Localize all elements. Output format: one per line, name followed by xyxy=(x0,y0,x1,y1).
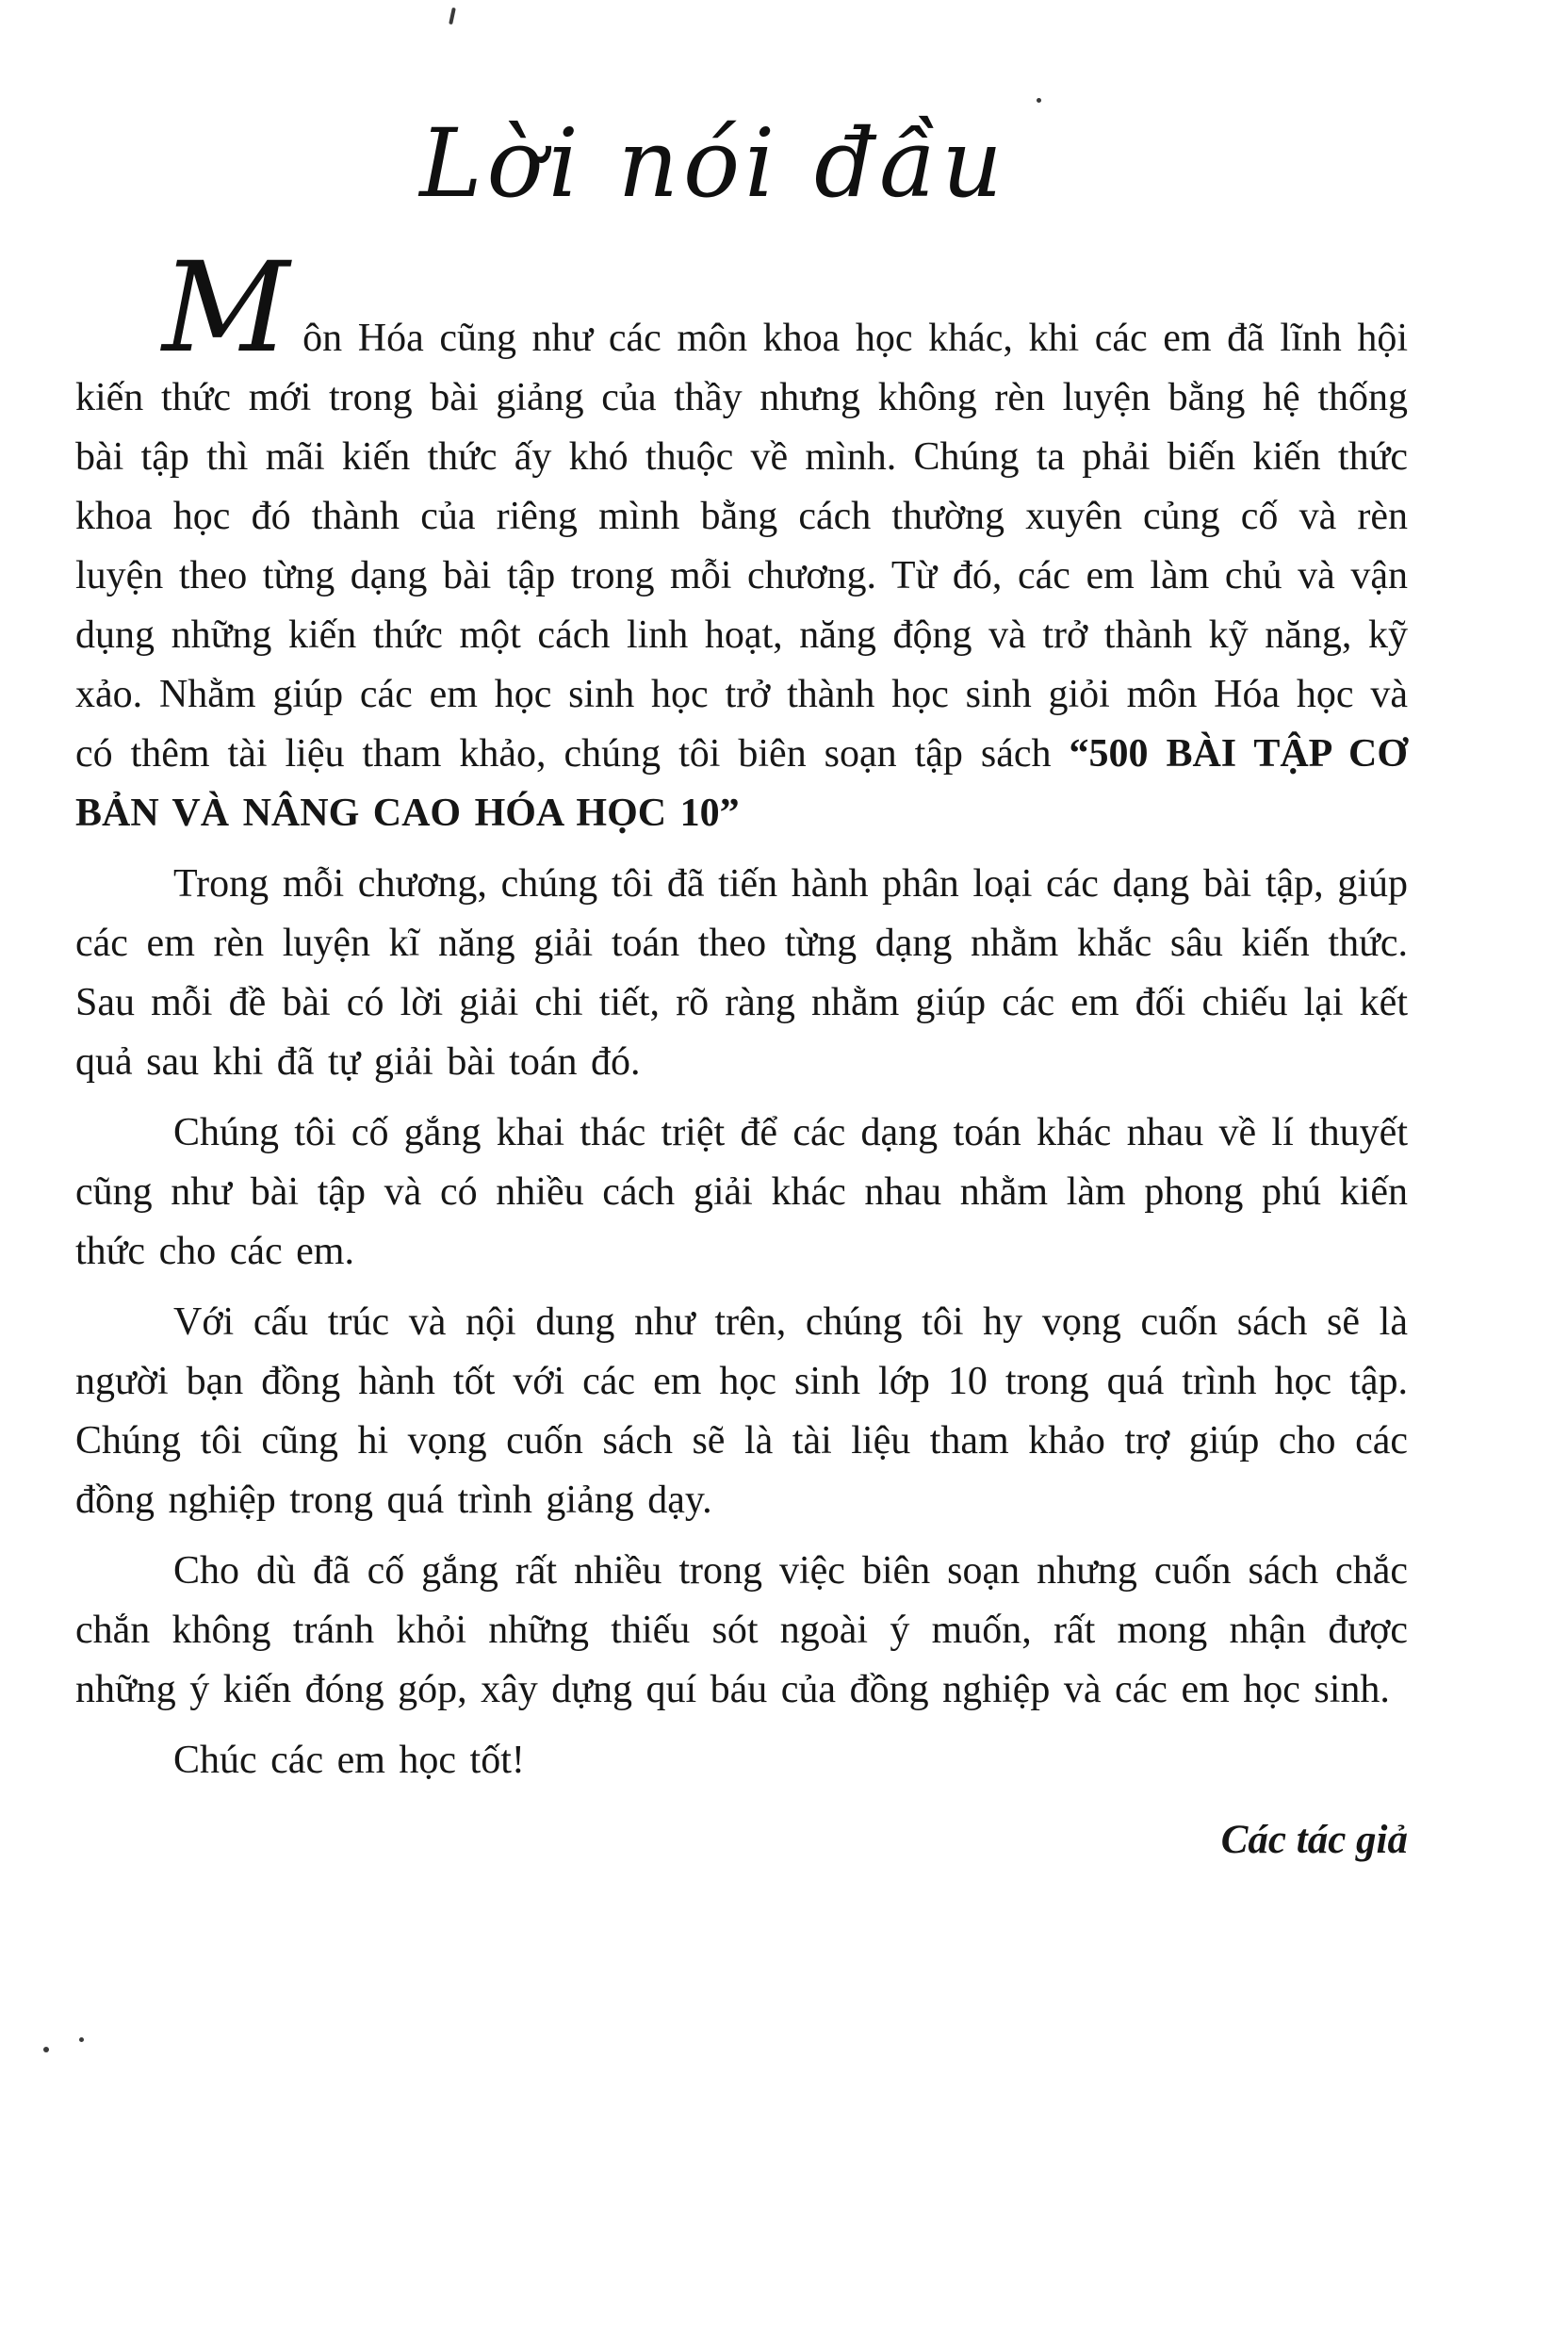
page-title: Lời nói đầu xyxy=(419,108,1007,219)
scan-artifact-dot xyxy=(79,2037,84,2042)
paragraph: Cho dù đã cố gắng rất nhiều trong việc biên soạn nhưng cuốn sách chắc chắn không tránh khỏi những thiếu sót ngoài ý muốn, rất mong nhận được những ý kiến đóng góp, xây dựng quí báu của đồng nghiệp và các em học sinh. xyxy=(75,1549,1408,1711)
intro-paragraph xyxy=(75,236,1408,843)
intro-text: ôn Hóa cũng như các môn khoa học khác, khi các em đã lĩnh hội kiến thức mới trong bài giảng của thầy nhưng không rèn luyện bằng hệ thống bài tập thì mãi kiến thức ấy khó thuộc về mình. Chúng ta phải biến kiến thức khoa học đó thành của riêng mình bằng cách thường xuyên củng cố và rèn luyện theo từng dạng bài tập trong mỗi chương. Từ đó, các em làm chủ và vận dụng những kiến thức một cách linh hoạt, năng động và trở thành kỹ năng, kỹ xảo. Nhằm giúp các em học sinh học trở thành học sinh giỏi môn Hóa học và có thêm tài liệu tham khảo, chúng tôi biên soạn tập sách xyxy=(75,317,1408,776)
paragraph: Với cấu trúc và nội dung như trên, chúng tôi hy vọng cuốn sách sẽ là người bạn đồng hành tốt với các em học sinh lớp 10 trong quá trình học tập. Chúng tôi cũng hi vọng cuốn sách sẽ là tài liệu tham khảo trợ giúp cho các đồng nghiệp trong quá trình giảng dạy. xyxy=(75,1300,1408,1522)
scan-artifact-tick xyxy=(449,8,456,25)
book-title-text: “500 BÀI TẬP CƠ BẢN VÀ NÂNG CAO HÓA HỌC 10” xyxy=(75,732,1408,835)
paragraph: Trong mỗi chương, chúng tôi đã tiến hành phân loại các dạng bài tập, giúp các em rèn luyện kĩ năng giải toán theo từng dạng nhằm khắc sâu kiến thức. Sau mỗi đề bài có lời giải chi tiết, rõ ràng nhằm giúp các em đối chiếu lại kết quả sau khi đã tự giải bài toán đó. xyxy=(75,862,1408,1084)
dropcap-letter: M xyxy=(162,236,288,381)
closing-line: Chúc các em học tốt! xyxy=(173,1739,525,1782)
scan-artifact-dot xyxy=(43,2047,49,2052)
paragraph: Chúng tôi cố gắng khai thác triệt để các dạng toán khác nhau về lí thuyết cũng như bài tập và có nhiều cách giải khác nhau nhằm làm phong phú kiến thức cho các em. xyxy=(75,1111,1408,1273)
scan-artifact-dot xyxy=(1037,98,1041,103)
author-signature: Các tác giả xyxy=(1220,1818,1408,1862)
